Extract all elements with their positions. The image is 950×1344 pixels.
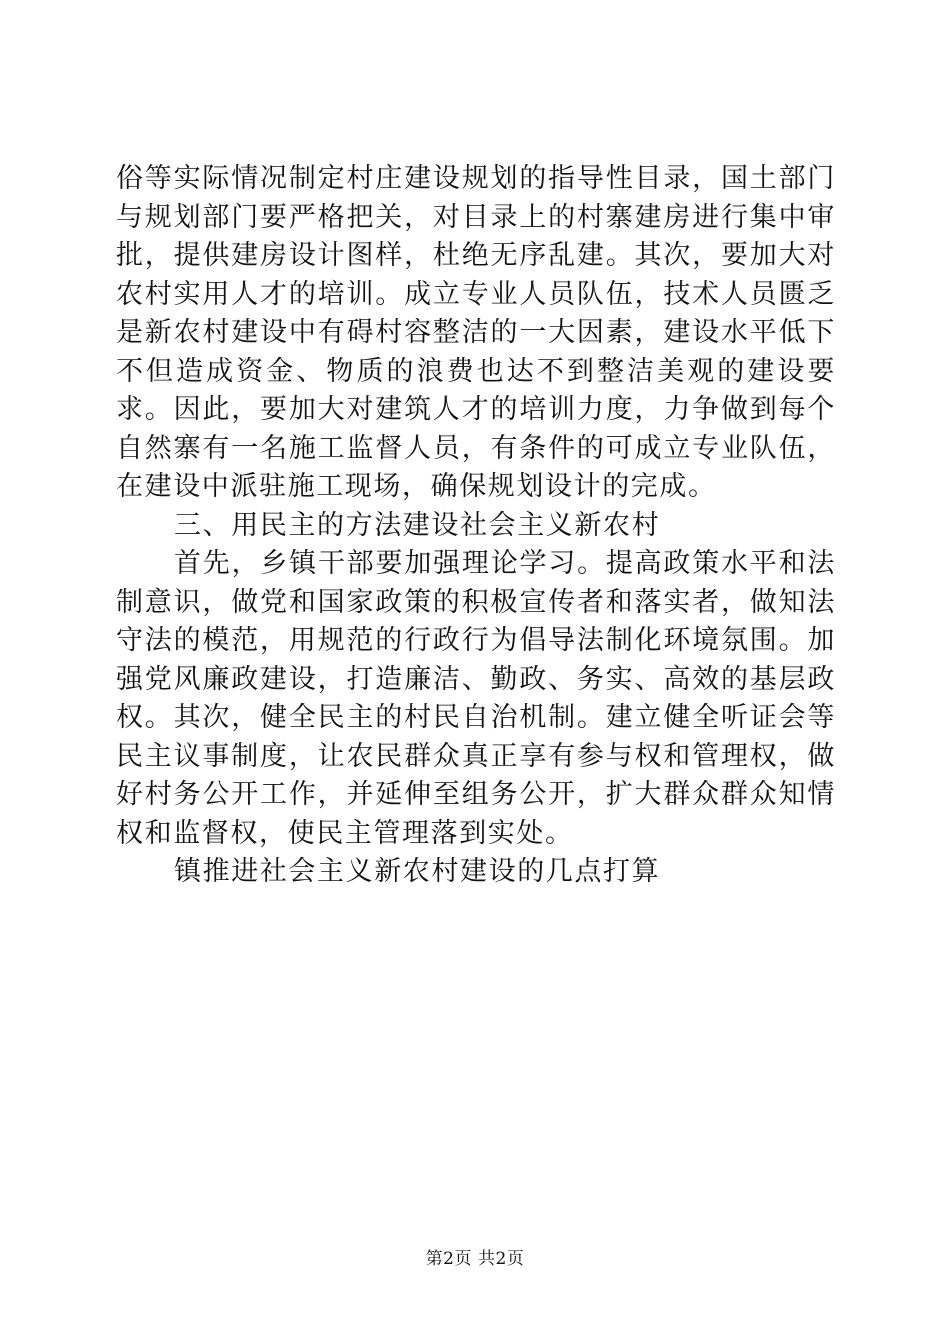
paragraph-continued: 俗等实际情况制定村庄建设规划的指导性目录，国土部门与规划部门要严格把关，对目录上的村寨建房进行集中审批，提供建房设计图样，杜绝无序乱建。其次，要加大对农村实用人才的培训。成立专业人员队伍，技术人员匮乏是新农村建设中有碍村容整洁的一大因素，建设水平低下不但造成资金、物质的浪费也达不到整洁美观的建设要求。因此，要加大对建筑人才的培训力度，力争做到每个自然寨有一名施工监督人员，有条件的可成立专业队伍，在建设中派驻施工现场，确保规划设计的完成。 [116, 163, 836, 502]
paragraph: 首先，乡镇干部要加强理论学习。提高政策水平和法制意识，做党和国家政策的积极宣传者和落实者，做知法守法的模范，用规范的行政行为倡导法制化环境氛围。加强党风廉政建设，打造廉洁、勤政、务实、高效的基层政权。其次，健全民主的村民自治机制。建立健全听证会等民主议事制度，让农民群众真正享有参与权和管理权，做好村务公开工作，并延伸至组务公开，扩大群众群众知情权和监督权，使民主管理落到实处。 [116, 548, 836, 849]
document-body [116, 160, 836, 892]
page-footer [0, 1244, 950, 1269]
section-heading: 三、用民主的方法建设社会主义新农村 [174, 509, 661, 541]
document-title-line: 镇推进社会主义新农村建设的几点打算 [174, 856, 661, 887]
page-number: 第2页 [425, 1249, 472, 1269]
page-total: 共2页 [478, 1249, 525, 1269]
